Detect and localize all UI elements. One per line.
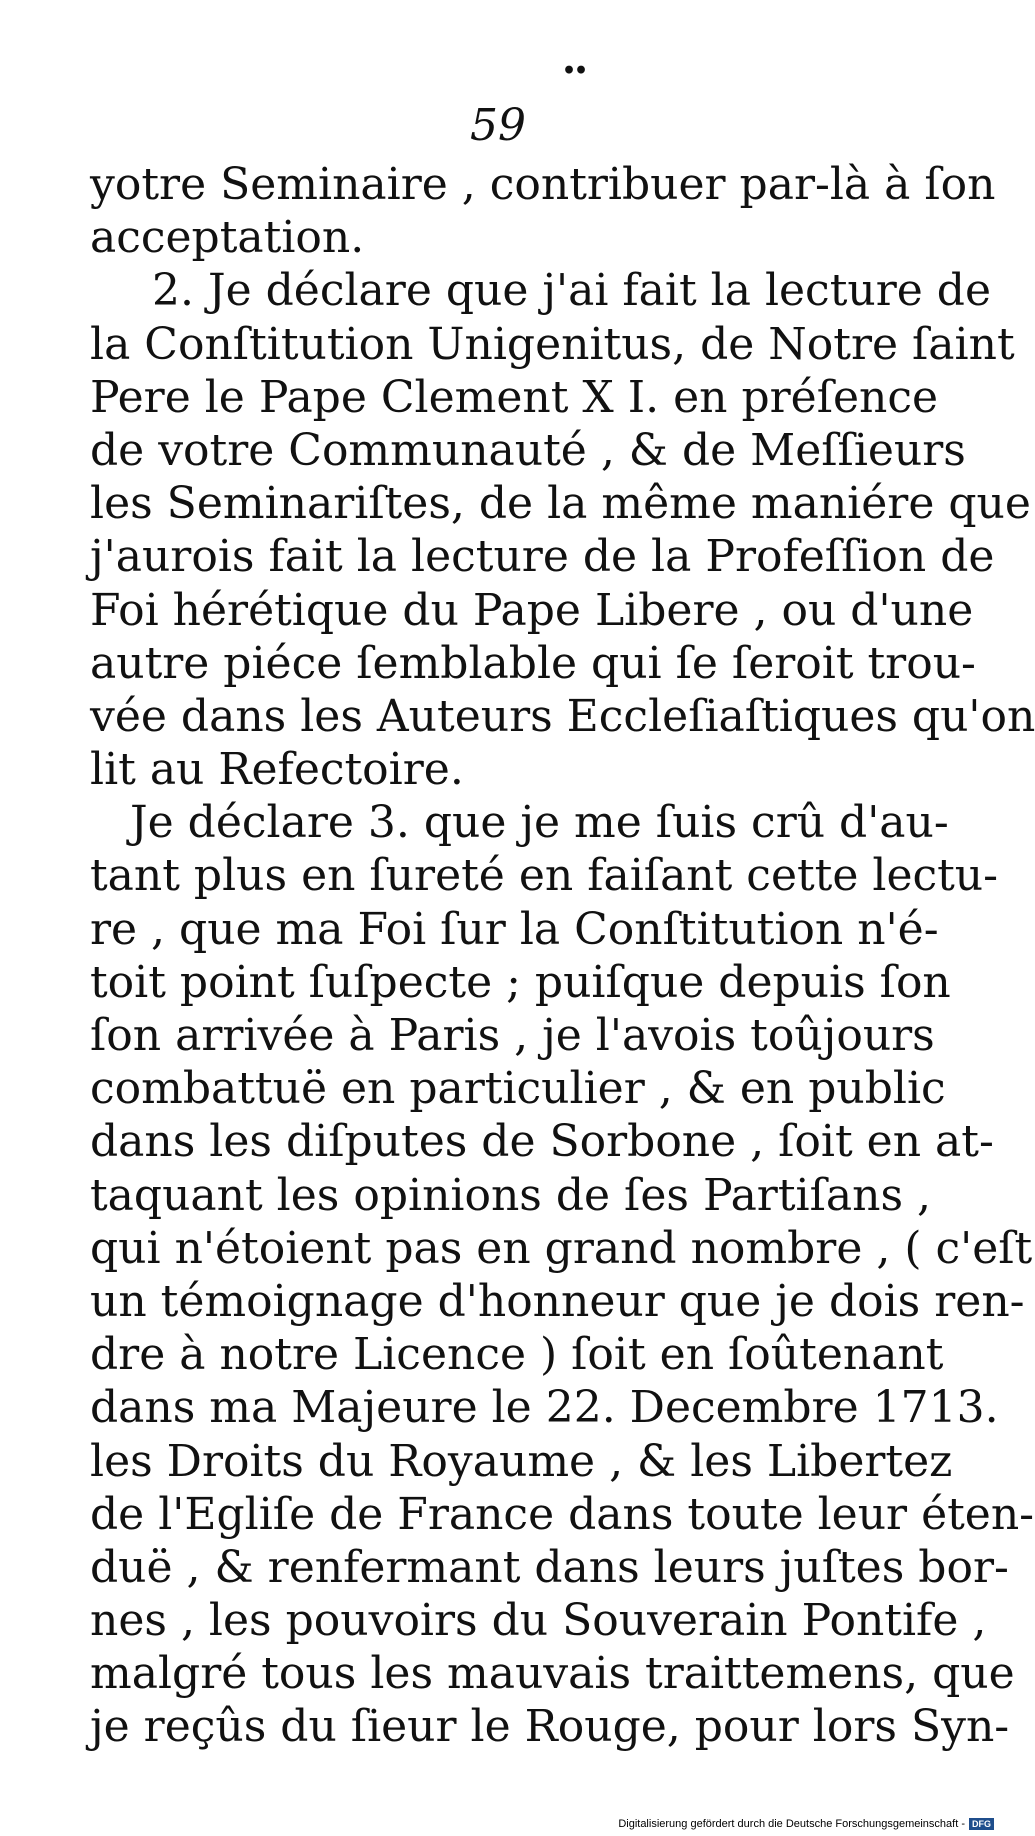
text-line: les Seminariſtes, de la même maniére que: [90, 478, 1031, 530]
dfg-logo: DFG: [969, 1818, 994, 1830]
text-line: duë , & renfermant dans leurs juſtes bor-: [90, 1541, 1009, 1593]
text-line: la Conſtitution Unigenitus, de Notre ſaint: [90, 318, 1015, 370]
text-line: dans ma Majeure le 22. Decembre 1713.: [90, 1382, 999, 1434]
text-line: nes , les pouvoirs du Souverain Pontife ,: [90, 1595, 987, 1647]
credit-text: Digitalisierung gefördert durch die Deutsche Forschungsgemeinschaft -: [618, 1818, 965, 1830]
text-line: taquant les opinions de ſes Partiſans ,: [90, 1169, 932, 1221]
text-line: re , que ma Foi ſur la Conſtitution n'é-: [90, 903, 939, 955]
text-line: vée dans les Auteurs Eccleſiaſtiques qu'on: [90, 690, 1035, 742]
text-line: tant plus en ſureté en faiſant cette lectu-: [90, 850, 999, 902]
text-line: de votre Communauté , & de Meſſieurs: [90, 424, 966, 476]
text-line: les Droits du Royaume , & les Libertez: [90, 1435, 953, 1487]
text-line: 2. Je déclare que j'ai fait la lecture de: [152, 265, 991, 317]
text-line: toit point ſuſpecte ; puiſque depuis ſon: [90, 956, 951, 1008]
text-line: yotre Seminaire , contribuer par-là à ſon: [90, 159, 996, 210]
text-line: acceptation.: [90, 212, 365, 264]
text-line: ſon arrivée à Paris , je l'avois toûjours: [90, 1010, 935, 1061]
text-line: lit au Refectoire.: [90, 744, 464, 796]
text-line: Foi hérétique du Pape Libere , ou d'une: [90, 584, 974, 636]
header-ornament: ••: [562, 58, 587, 84]
text-line: Pere le Pape Clement X I. en préſence: [90, 371, 939, 423]
text-line: Je déclare 3. que je me ſuis crû d'au-: [130, 797, 949, 849]
digitization-credit: [618, 1818, 994, 1830]
text-line: combattuë en particulier , & en public: [90, 1063, 946, 1115]
text-line: j'aurois fait la lecture de la Profeſſion de: [90, 531, 995, 583]
text-line: malgré tous les mauvais traittemens, que: [90, 1648, 1015, 1700]
text-line: je reçûs du ſieur le Rouge, pour lors Syn-: [90, 1701, 1010, 1753]
text-line: dans les diſputes de Sorbone , ſoit en at-: [90, 1116, 994, 1168]
text-line: de l'Egliſe de France dans toute leur éten-: [90, 1488, 1035, 1540]
text-line: autre piéce ſemblable qui ſe ſeroit trou-: [90, 637, 976, 689]
body-text: [90, 158, 1035, 1754]
page-number: 59: [470, 100, 526, 151]
text-line: un témoignage d'honneur que je dois ren-: [90, 1275, 1025, 1327]
text-line: dre à notre Licence ) ſoit en ſoûtenant: [90, 1329, 944, 1381]
text-line: qui n'étoient pas en grand nombre , ( c'eſt: [90, 1222, 1033, 1274]
